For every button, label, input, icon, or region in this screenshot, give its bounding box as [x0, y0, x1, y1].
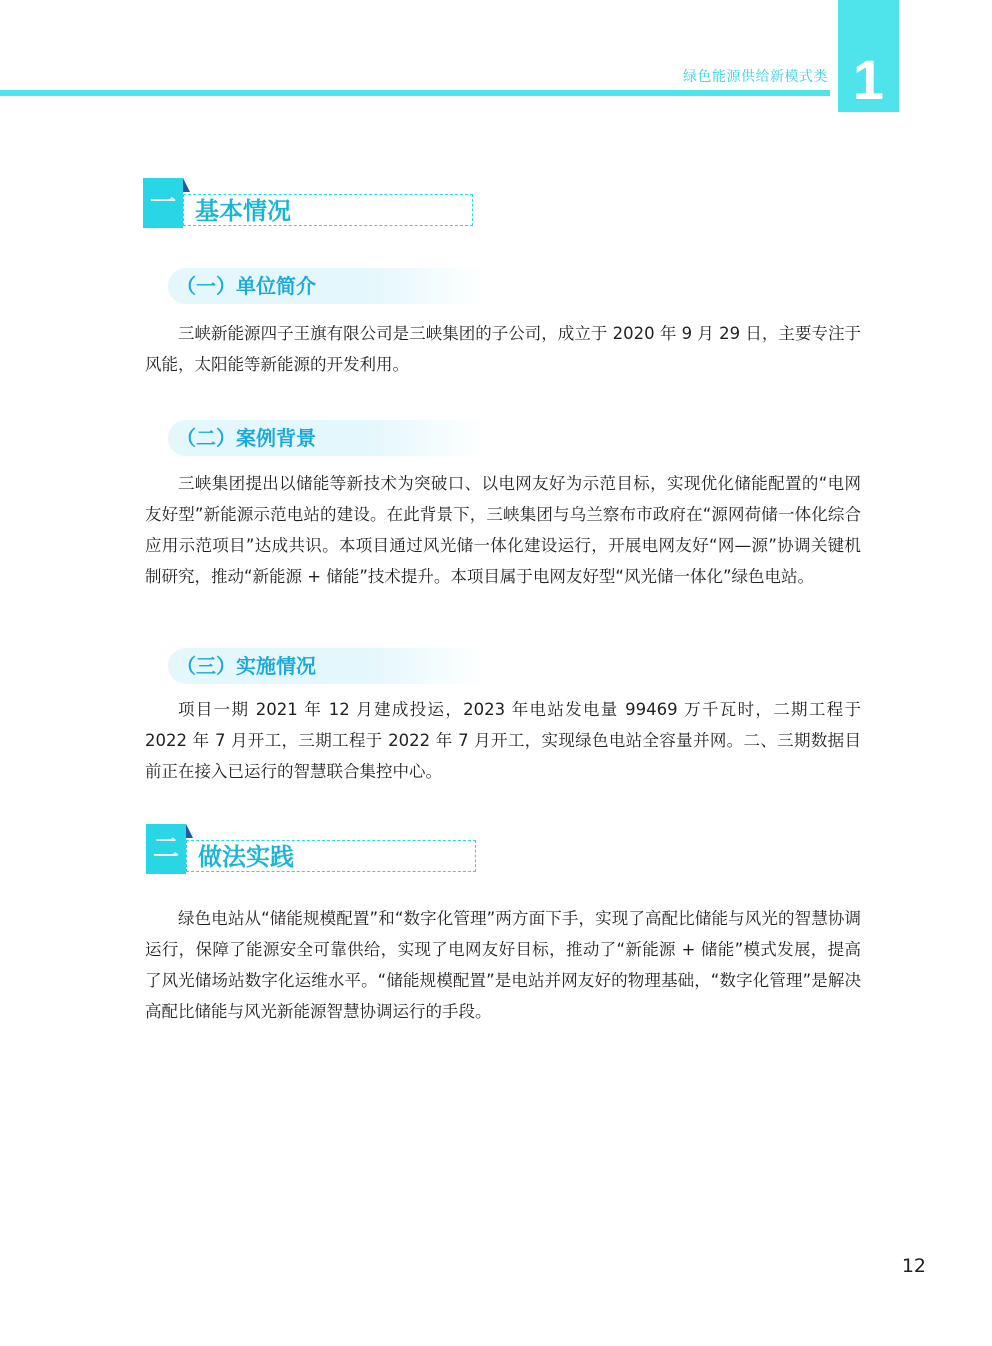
subsection-title-3: （三）实施情况: [176, 654, 316, 678]
chapter-number-badge: 1: [838, 0, 899, 112]
section-title-2: 做法实践: [198, 843, 294, 871]
paragraph-case-background: 三峡集团提出以储能等新技术为突破口、以电网友好为示范目标，实现优化储能配置的“电网友好型”新能源示范电站的建设。在此背景下，三峡集团与乌兰察布市政府在“源网荷储一体化综合应用示范项目”达成共识。本项目通过风光储一体化建设运行，开展电网友好“网—源”协调关键机制研究，推动“新能源 + 储能”技术提升。本项目属于电网友好型“风光储一体化”绿色电站。: [145, 474, 861, 586]
section-heading-2: [146, 824, 478, 874]
header-accent-bar: [0, 90, 830, 96]
subsection-heading-1: [168, 268, 488, 304]
section-title-1: 基本情况: [195, 197, 291, 225]
section-number-1: 一: [143, 178, 183, 228]
subsection-title-1: （一）单位简介: [176, 274, 316, 298]
subsection-heading-2: [168, 420, 488, 456]
header-category-title: 绿色能源供给新模式类: [683, 69, 828, 85]
page-number: 12: [901, 1255, 926, 1277]
section-heading-1: [143, 178, 475, 228]
subsection-title-2: （二）案例背景: [176, 426, 316, 450]
subsection-heading-3: [168, 648, 488, 684]
section-number-2: 二: [146, 824, 186, 874]
section-corner-decoration: [186, 824, 193, 838]
paragraph-practice: 绿色电站从“储能规模配置”和“数字化管理”两方面下手，实现了高配比储能与风光的智慧协调运行，保障了能源安全可靠供给，实现了电网友好目标，推动了“新能源 + 储能”模式发展，提高了风光储场站数字化运维水平。“储能规模配置”是电站并网友好的物理基础，“数字化管理”是解决高配比储能与风光新能源智慧协调运行的手段。: [145, 909, 861, 1021]
section-corner-decoration: [183, 178, 190, 192]
paragraph-company-intro: 三峡新能源四子王旗有限公司是三峡集团的子公司，成立于 2020 年 9 月 29 日，主要专注于风能，太阳能等新能源的开发利用。: [145, 324, 861, 374]
paragraph-implementation: 项目一期 2021 年 12 月建成投运，2023 年电站发电量 99469 万千瓦时，二期工程于 2022 年 7 月开工，三期工程于 2022 年 7 月开工，实现绿色电站全容量并网。二、三期数据目前正在接入已运行的智慧联合集控中心。: [145, 700, 861, 781]
